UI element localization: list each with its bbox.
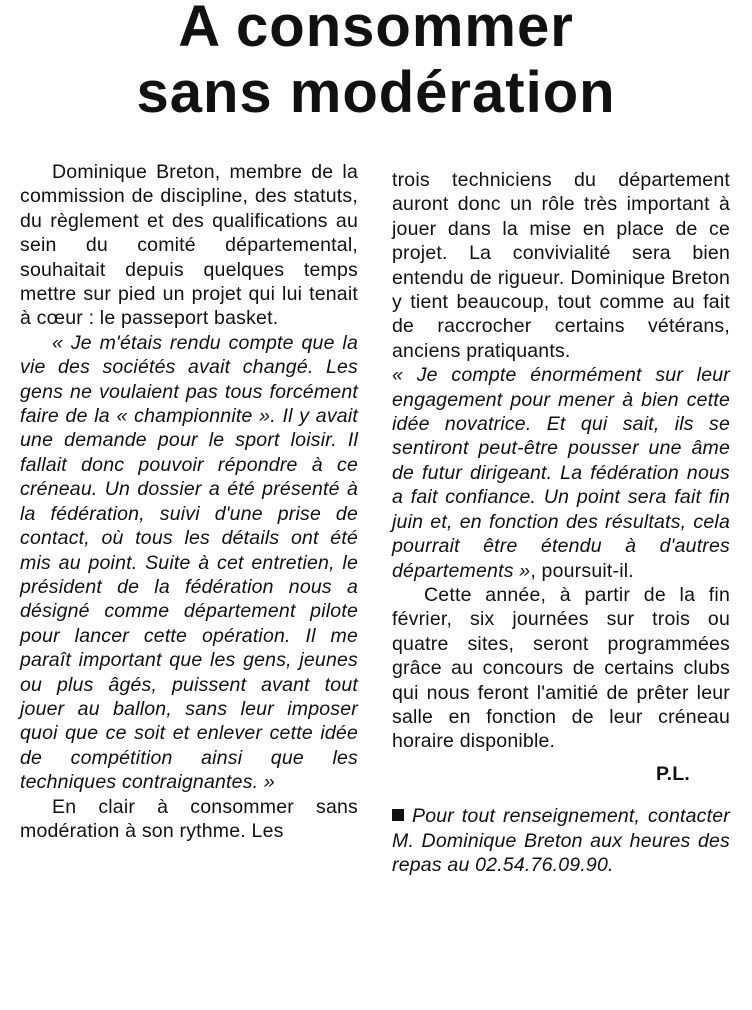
info-box (392, 804, 730, 877)
info-text: Pour tout renseignement, contacter M. Dominique Breton aux heures des repas au 02.54.76.09.90. (392, 805, 730, 876)
schedule-paragraph: Cette année, à partir de la fin février, six journées sur trois ou quatre sites, seront programmées grâce au concours de certains clubs qui nous feront l'amitié de prêter leur salle en fonction de leur créneau horaire disponible. (392, 583, 730, 753)
intro-paragraph: Dominique Breton, membre de la commission de discipline, des statuts, du règlement et des qualifications au sein du comité départemental, souhaitait depuis quelques temps mettre sur pied un projet qui lui tenait à cœur : le passeport basket. (20, 161, 358, 330)
quote-attribution: , poursuit-il. (530, 559, 634, 582)
left-column (20, 160, 358, 843)
continuation-paragraph: trois techniciens du département auront donc un rôle très important à jouer dans la mise en place de ce projet. La convivialité sera bien entendu de rigueur. Dominique Breton y tient beaucoup, tout comme au fait de raccrocher certains vétérans, anciens pratiquants. (392, 169, 730, 362)
headline (0, 0, 752, 126)
headline-line-1: A consommer (178, 0, 574, 59)
square-bullet-icon (392, 809, 404, 821)
quote-paragraph-2 (392, 363, 730, 583)
author-signature: P.L. (655, 762, 690, 785)
headline-line-2: sans modération (136, 60, 616, 125)
quote-paragraph: « Je m'étais rendu compte que la vie des sociétés avait changé. Les gens ne voulaient pas tous forcément faire de la « championnite ». Il y avait une demande pour le sport loisir. Il fallait donc pouvoir répondre à ce créneau. Un dossier a été présenté à la fédération, suivi d'une prise de contact, où tous les détails ont été mis au point. Suite à cet entretien, le président de la fédération nous a désigné comme département pilote pour lancer cette opération. Il me paraît important que les gens, jeunes ou plus âgés, puissent avant tout jouer au ballon, sans leur imposer quoi que ce soit et enlever cette idée de compétition ainsi que les techniques contraignantes. » (20, 331, 358, 794)
closing-paragraph: En clair à consommer sans modération à son rythme. Les (20, 795, 358, 842)
right-column (392, 168, 730, 877)
quote-text: « Je compte énormément sur leur engagement pour mener à bien cette idée novatrice. Et qui sait, ils se sentiront peut-être pousser une âme de futur dirigeant. La fédération nous a fait confiance. Un point sera fait fin juin et, en fonction des résultats, cela pourrait être étendu à d'autres départements » (392, 364, 730, 582)
